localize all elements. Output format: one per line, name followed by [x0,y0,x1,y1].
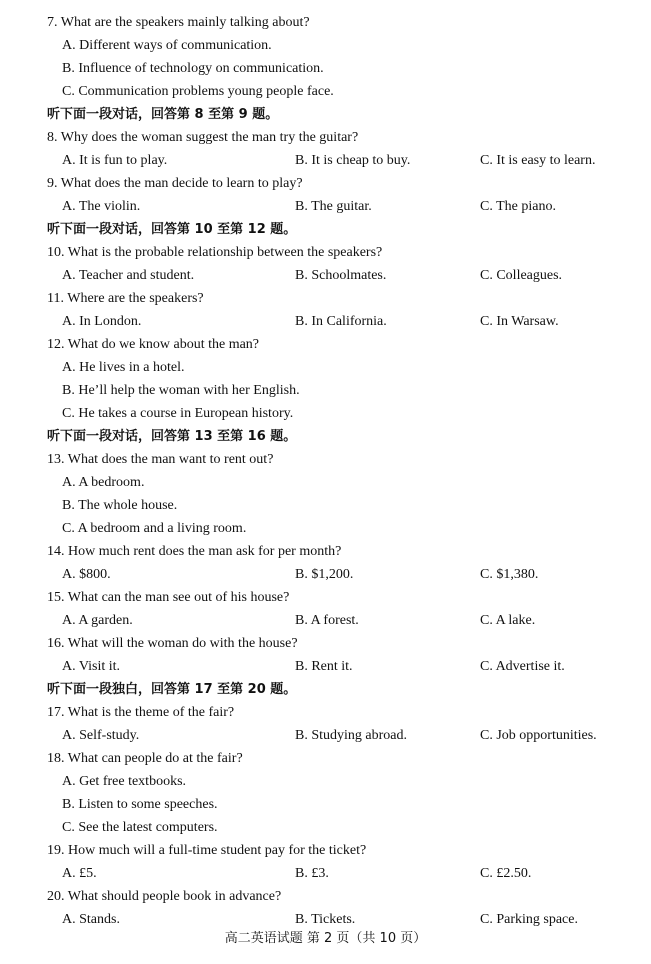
answer-option: C. Job opportunities. [480,728,597,743]
question-stem: 16. What will the woman do with the house? [47,636,298,651]
question-stem: 15. What can the man see out of his house? [47,590,290,605]
answer-option: C. $1,380. [480,567,539,582]
answer-option: A. A bedroom. [62,475,145,490]
answer-option: C. £2.50. [480,866,532,881]
answer-option: A. A garden. [62,613,133,628]
answer-option: A. $800. [62,567,111,582]
answer-option: C. See the latest computers. [62,820,218,835]
answer-option: C. The piano. [480,199,556,214]
question-stem: 17. What is the theme of the fair? [47,705,235,720]
answer-option: C. He takes a course in European history. [62,406,294,421]
answer-option: A. The violin. [62,199,141,214]
question-stem: 10. What is the probable relationship between the speakers? [47,245,383,260]
answer-option: A. He lives in a hotel. [62,360,185,375]
answer-option: C. Colleagues. [480,268,563,283]
question-stem: 7. What are the speakers mainly talking about? [47,15,310,30]
answer-option: B. A forest. [295,613,359,628]
page-footer: 高二英语试题 第 2 页（共 10 页） [224,931,427,946]
question-stem: 8. Why does the woman suggest the man try the guitar? [47,130,359,145]
answer-option: A. Stands. [62,912,120,927]
answer-option: B. Studying abroad. [295,728,407,743]
answer-option: B. The whole house. [62,498,178,513]
answer-option: C. A bedroom and a living room. [62,521,247,536]
answer-option: A. £5. [62,866,97,881]
answer-option: C. Advertise it. [480,659,565,674]
answer-option: B. The guitar. [295,199,372,214]
answer-option: B. Rent it. [295,659,353,674]
answer-option: A. Get free textbooks. [62,774,187,789]
section-instruction: 听下面一段对话，回答第 13 至第 16 题。 [47,429,297,444]
answer-option: B. Tickets. [295,912,356,927]
section-instruction: 听下面一段对话，回答第 8 至第 9 题。 [47,107,279,122]
question-stem: 11. Where are the speakers? [47,291,204,306]
question-stem: 14. How much rent does the man ask for per month? [47,544,342,559]
answer-option: B. £3. [295,866,329,881]
question-stem: 20. What should people book in advance? [47,889,282,904]
answer-option: C. Communication problems young people face. [62,84,334,99]
answer-option: A. Self-study. [62,728,140,743]
answer-option: B. $1,200. [295,567,354,582]
answer-option: B. It is cheap to buy. [295,153,411,168]
question-stem: 18. What can people do at the fair? [47,751,243,766]
answer-option: B. Listen to some speeches. [62,797,218,812]
answer-option: A. Visit it. [62,659,121,674]
section-instruction: 听下面一段独白，回答第 17 至第 20 题。 [47,682,297,697]
question-stem: 13. What does the man want to rent out? [47,452,274,467]
answer-option: B. He’ll help the woman with her English. [62,383,300,398]
answer-option: A. Different ways of communication. [62,38,272,53]
answer-option: C. In Warsaw. [480,314,559,329]
question-stem: 12. What do we know about the man? [47,337,260,352]
answer-option: A. Teacher and student. [62,268,195,283]
answer-option: C. A lake. [480,613,536,628]
answer-option: A. It is fun to play. [62,153,168,168]
answer-option: C. It is easy to learn. [480,153,596,168]
answer-option: C. Parking space. [480,912,578,927]
question-stem: 19. How much will a full-time student pay for the ticket? [47,843,367,858]
answer-option: B. In California. [295,314,387,329]
section-instruction: 听下面一段对话，回答第 10 至第 12 题。 [47,222,297,237]
question-stem: 9. What does the man decide to learn to play? [47,176,303,191]
answer-option: B. Influence of technology on communication. [62,61,324,76]
answer-option: B. Schoolmates. [295,268,387,283]
answer-option: A. In London. [62,314,142,329]
